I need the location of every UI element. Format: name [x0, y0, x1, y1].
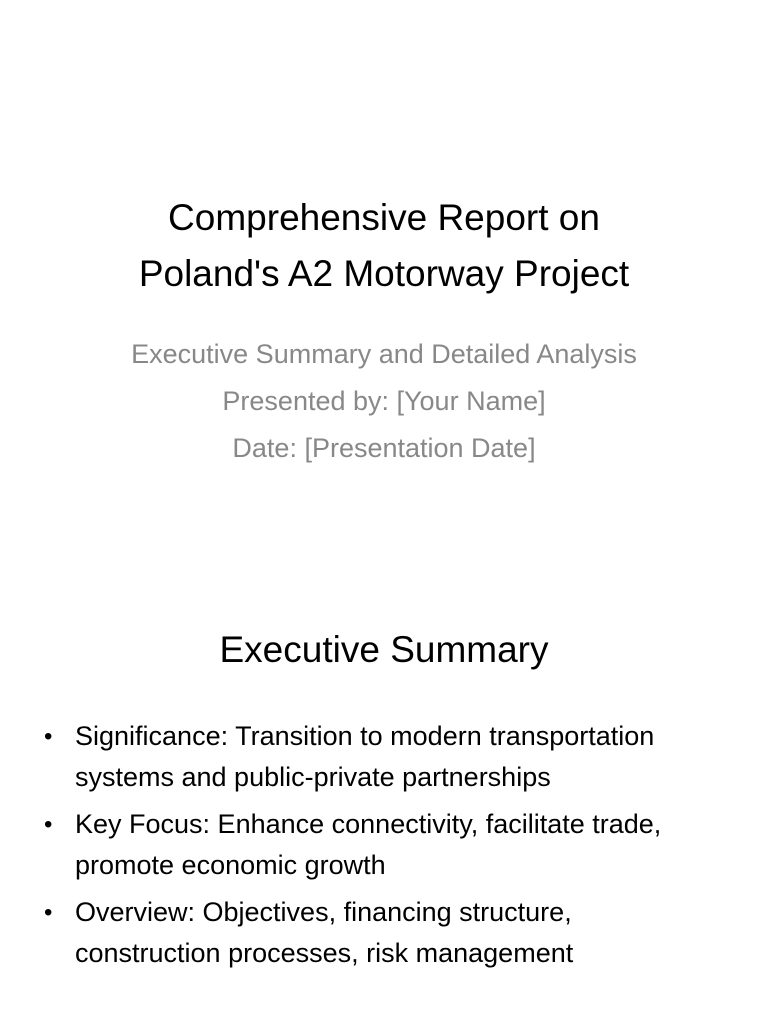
- bullet-dot-icon: •: [44, 811, 53, 838]
- bullet-item: [40, 716, 700, 798]
- executive-summary-slide: [0, 576, 768, 1024]
- title-line-1: Comprehensive Report on: [168, 197, 600, 238]
- bullet-text: Significance: Transition to modern transportation systems and public-private partnerships: [75, 721, 655, 792]
- bullet-text: Key Focus: Enhance connectivity, facilitate trade, promote economic growth: [75, 809, 662, 880]
- bullet-item: [40, 804, 700, 886]
- bullet-list: [40, 716, 700, 980]
- bullet-dot-icon: •: [44, 723, 53, 750]
- bullet-text: Overview: Objectives, financing structure, construction processes, risk management: [75, 897, 574, 968]
- bullet-item: [40, 892, 700, 974]
- subtitle-line: Executive Summary and Detailed Analysis: [131, 339, 637, 369]
- bullet-dot-icon: •: [44, 899, 53, 926]
- presenter-line: Presented by: [Your Name]: [222, 386, 546, 416]
- title-line-2: Poland's A2 Motorway Project: [138, 253, 630, 294]
- presentation-subtitle: [120, 334, 648, 475]
- slide-title: Executive Summary: [219, 629, 549, 670]
- presentation-title: [40, 190, 728, 302]
- date-line: Date: [Presentation Date]: [232, 433, 536, 463]
